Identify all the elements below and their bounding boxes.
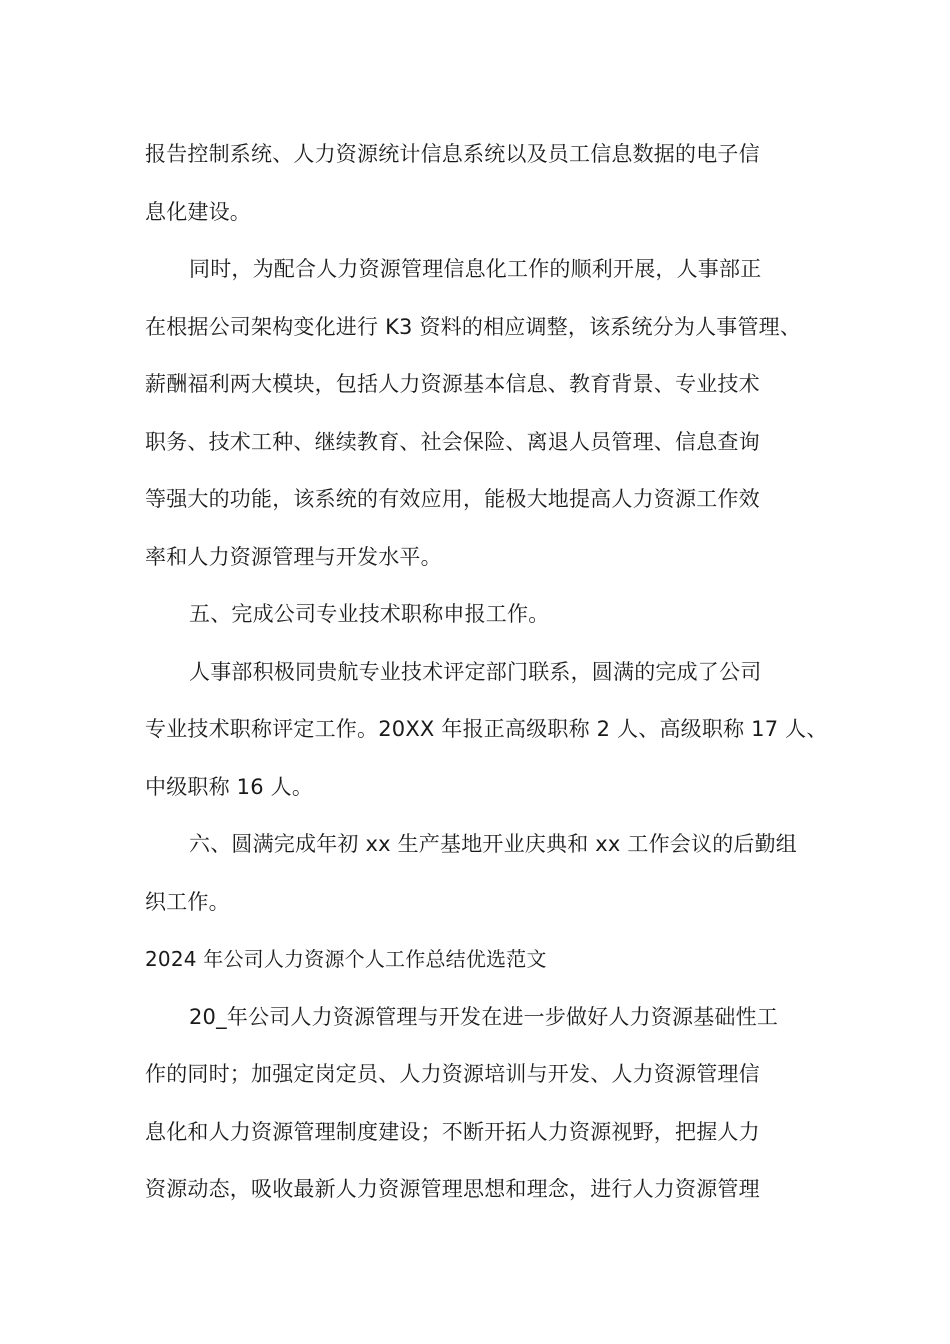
text-line: 专业技术职称评定工作。20XX 年报正高级职称 2 人、高级职称 17 人、 — [145, 717, 828, 741]
text-line: 同时，为配合人力资源管理信息化工作的顺利开展，人事部正 — [189, 257, 762, 281]
document-body — [145, 126, 828, 1219]
text-line: 率和人力资源管理与开发水平。 — [145, 544, 442, 569]
text-line: 等强大的功能，该系统的有效应用，能极大地提高人力资源工作效 — [145, 487, 760, 511]
text-line: 资源动态，吸收最新人力资源管理思想和理念，进行人力资源管理 — [145, 1177, 760, 1201]
text-line: 在根据公司架构变化进行 K3 资料的相应调整，该系统分为人事管理、 — [145, 314, 802, 339]
text-line: 织工作。 — [145, 889, 230, 914]
text-line: 薪酬福利两大模块，包括人力资源基本信息、教育背景、专业技术 — [145, 372, 760, 396]
text-line: 息化建设。 — [145, 199, 251, 224]
text-line: 五、完成公司专业技术职称申报工作。 — [189, 602, 550, 626]
text-line: 息化和人力资源管理制度建设；不断开拓人力资源视野，把握人力 — [145, 1119, 760, 1144]
section-heading: 2024 年公司人力资源个人工作总结优选范文 — [145, 947, 547, 971]
text-line: 中级职称 16 人。 — [145, 774, 314, 799]
text-line: 20_年公司人力资源管理与开发在进一步做好人力资源基础性工 — [189, 1004, 779, 1029]
text-line: 报告控制系统、人力资源统计信息系统以及员工信息数据的电子信 — [145, 142, 760, 166]
text-line: 六、圆满完成年初 xx 生产基地开业庆典和 xx 工作会议的后勤组 — [189, 832, 798, 856]
text-line: 作的同时；加强定岗定员、人力资源培训与开发、人力资源管理信 — [145, 1062, 760, 1086]
text-line: 人事部积极同贵航专业技术评定部门联系，圆满的完成了公司 — [189, 659, 762, 684]
text-line: 职务、技术工种、继续教育、社会保险、离退人员管理、信息查询 — [145, 429, 760, 454]
